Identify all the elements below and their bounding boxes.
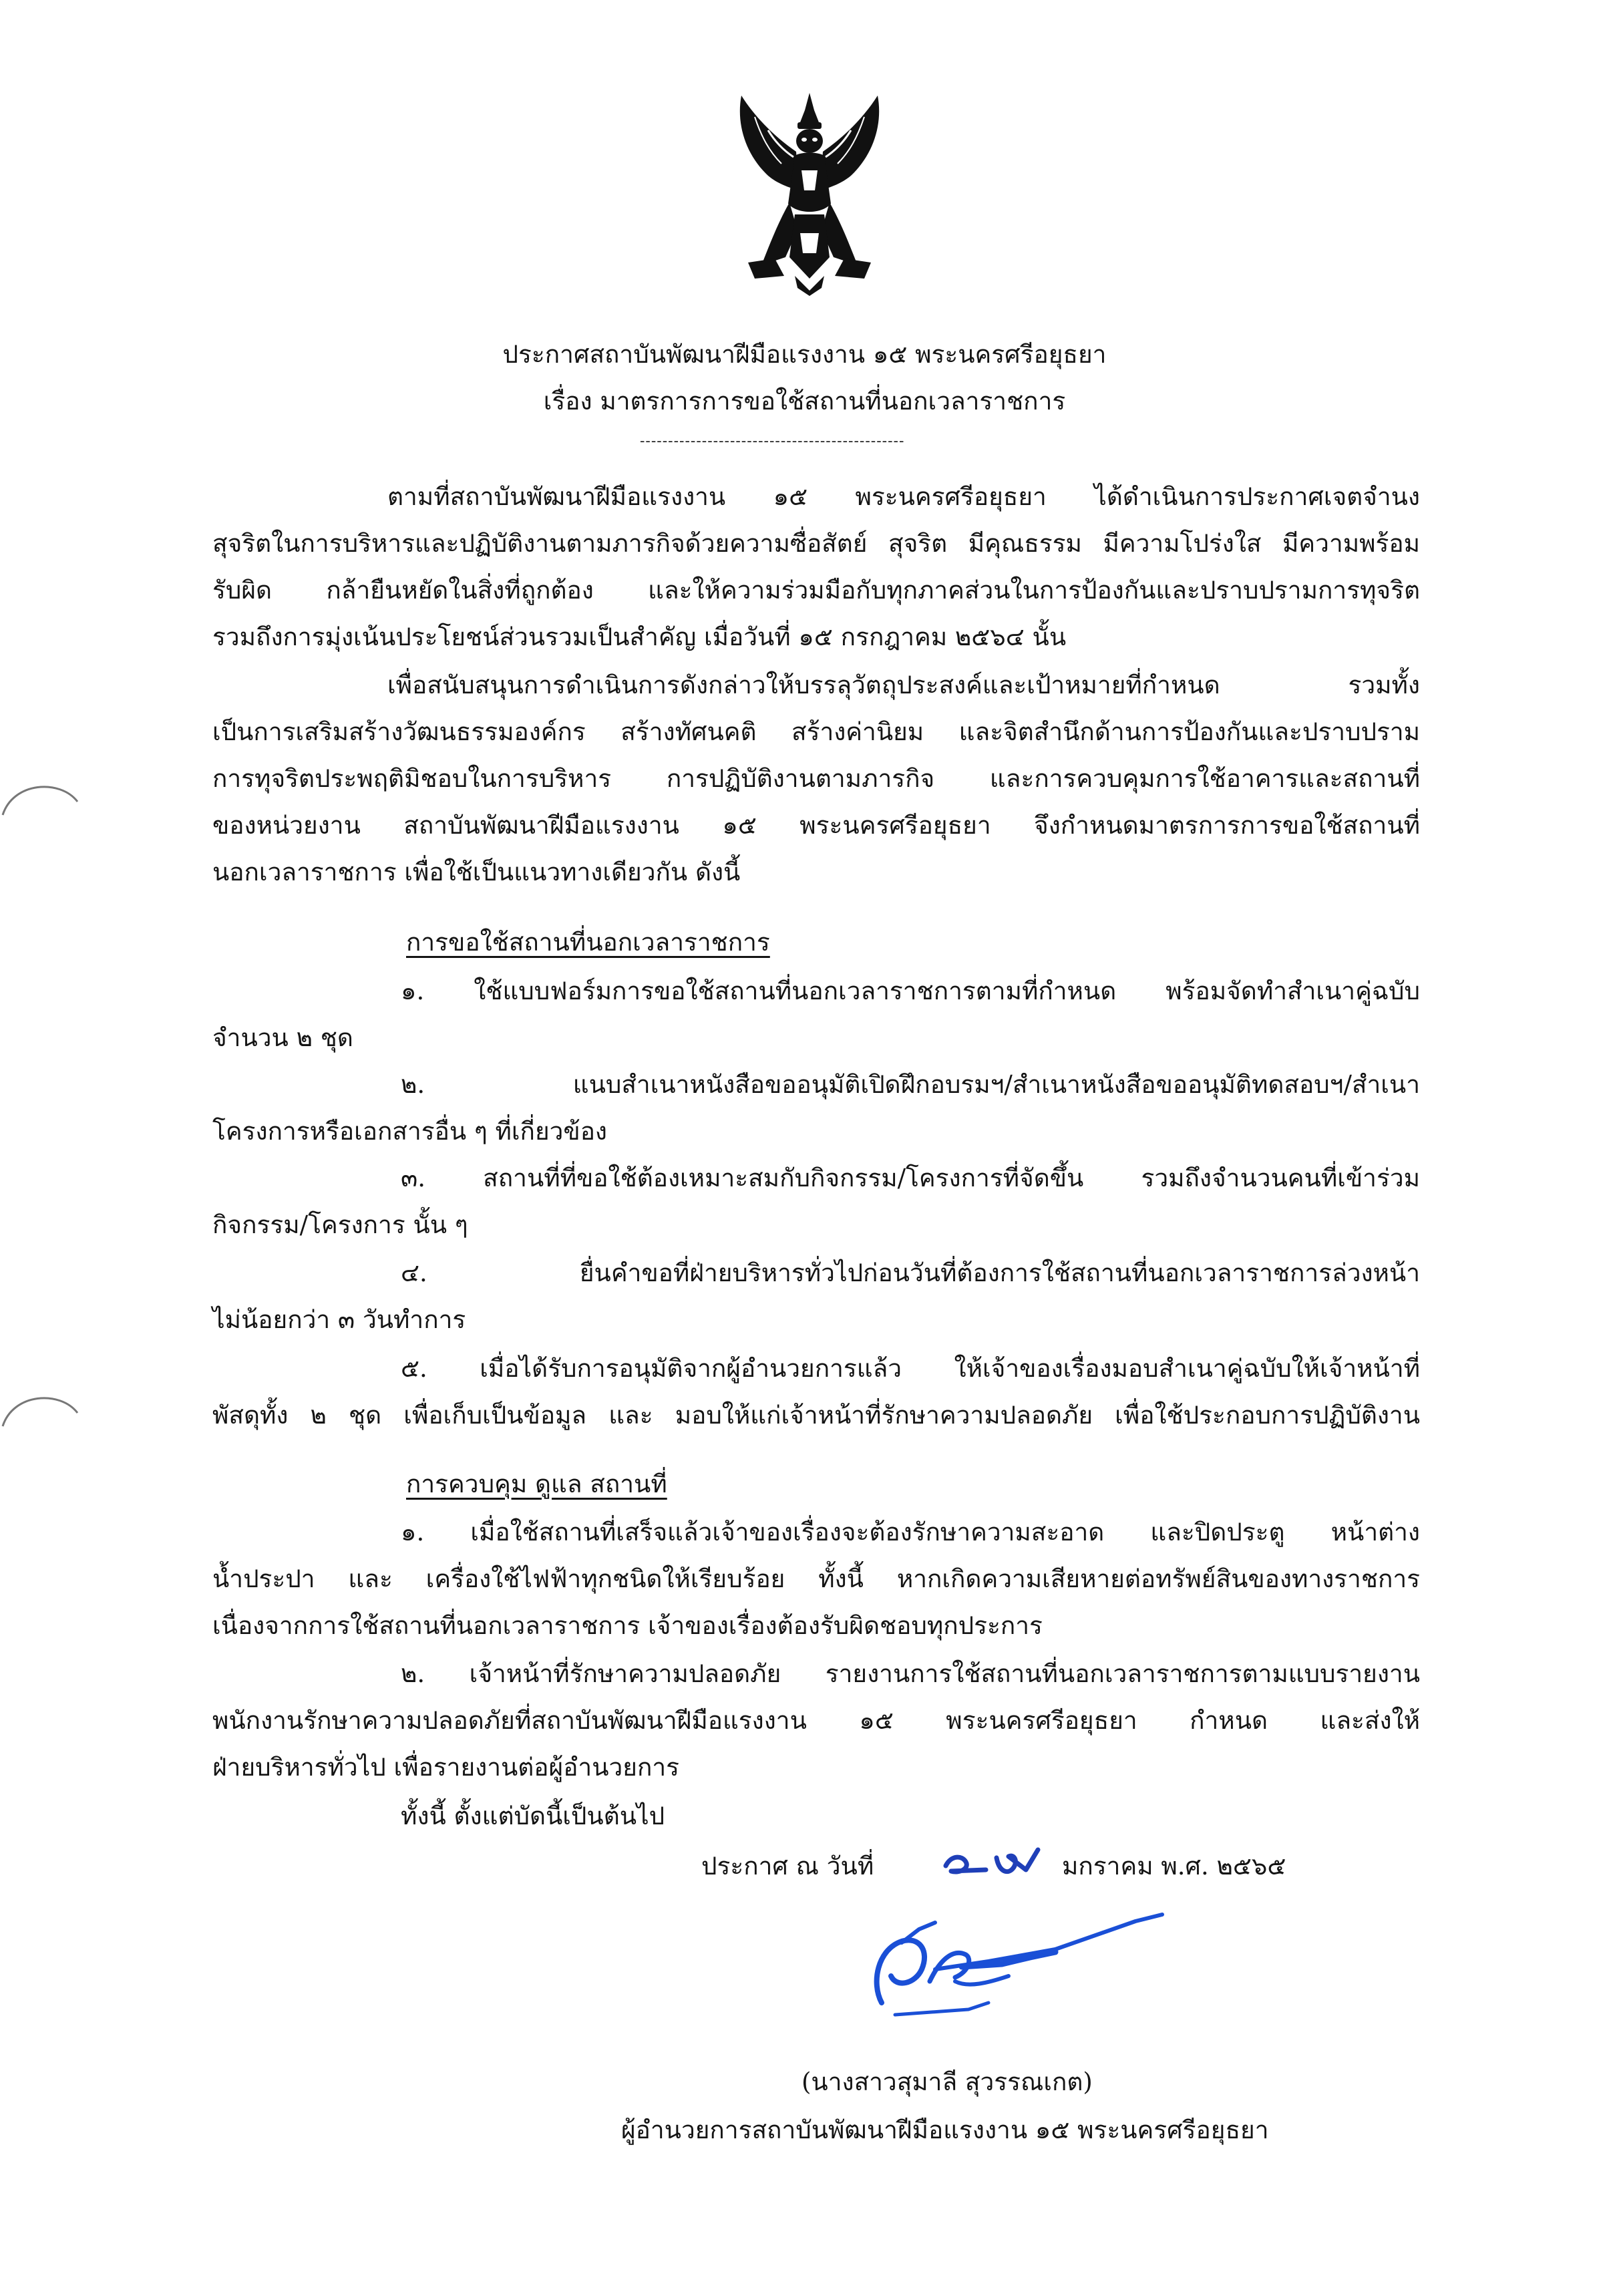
paragraph-line: การทุจริตประพฤติมิชอบในการบริหาร การปฏิบัติงานตามภารกิจ และการควบคุมการใช้อาคารและสถานที่	[212, 764, 1420, 793]
list-item: ฝ่ายบริหารทั่วไป เพื่อรายงานต่อผู้อำนวยการ	[212, 1753, 680, 1782]
paragraph-line: เพื่อสนับสนุนการดำเนินการดังกล่าวให้บรรลุวัตถุประสงค์และเป้าหมายที่กำหนด รวมทั้ง	[387, 671, 1420, 699]
signatory-position: ผู้อำนวยการสถาบันพัฒนาฝีมือแรงงาน ๑๕ พระนครศรีอยุธยา	[621, 2116, 1269, 2144]
list-item: ๒. แนบสำเนาหนังสือขออนุมัติเปิดฝึกอบรมฯ/สำเนาหนังสือขออนุมัติทดสอบฯ/สำเนา	[401, 1070, 1420, 1099]
date-month-year: มกราคม พ.ศ. ๒๕๖๕	[1062, 1852, 1286, 1880]
paragraph-line: ของหน่วยงาน สถาบันพัฒนาฝีมือแรงงาน ๑๕ พระนครศรีอยุธยา จึงกำหนดมาตรการการขอใช้สถานที่	[212, 811, 1420, 840]
list-item: พนักงานรักษาความปลอดภัยที่สถาบันพัฒนาฝีมือแรงงาน ๑๕ พระนครศรีอยุธยา กำหนด และส่งให้	[212, 1706, 1420, 1735]
list-item: ๕. เมื่อได้รับการอนุมัติจากผู้อำนวยการแล้ว ให้เจ้าของเรื่องมอบสำเนาคู่ฉบับให้เจ้าหน้าที่	[401, 1354, 1420, 1383]
title-separator: -----------------------------------------------	[640, 433, 905, 446]
paragraph-line: สุจริตในการบริหารและปฏิบัติงานตามภารกิจด้วยความซื่อสัตย์ สุจริต มีคุณธรรม มีความโปร่งใส มีความพร้อม	[212, 529, 1420, 558]
list-item: ๒. เจ้าหน้าที่รักษาความปลอดภัย รายงานการใช้สถานที่นอกเวลาราชการตามแบบรายงาน	[401, 1659, 1420, 1688]
effective-statement: ทั้งนี้ ตั้งแต่บัดนี้เป็นต้นไป	[401, 1802, 665, 1830]
handwritten-day	[939, 1840, 1049, 1880]
list-item: ๑. เมื่อใช้สถานที่เสร็จแล้วเจ้าของเรื่องจะต้องรักษาความสะอาด และปิดประตู หน้าต่าง	[401, 1518, 1420, 1546]
section-heading: การขอใช้สถานที่นอกเวลาราชการ	[406, 928, 770, 957]
list-item: เนื่องจากการใช้สถานที่นอกเวลาราชการ เจ้าของเรื่องต้องรับผิดชอบทุกประการ	[212, 1611, 1043, 1640]
paragraph-line: ตามที่สถาบันพัฒนาฝีมือแรงงาน ๑๕ พระนครศรีอยุธยา ได้ดำเนินการประกาศเจตจำนง	[387, 482, 1420, 511]
list-item: กิจกรรม/โครงการ นั้น ๆ	[212, 1210, 468, 1239]
list-item: ๓. สถานที่ที่ขอใช้ต้องเหมาะสมกับกิจกรรม/โครงการที่จัดขึ้น รวมถึงจำนวนคนที่เข้าร่วม	[401, 1164, 1420, 1192]
signature-icon	[855, 1903, 1169, 2029]
list-item: ไม่น้อยกว่า ๓ วันทำการ	[212, 1305, 466, 1334]
list-item: จำนวน ๒ ชุด	[212, 1023, 353, 1052]
list-item: น้ำประปา และ เครื่องใช้ไฟฟ้าทุกชนิดให้เรียบร้อย ทั้งนี้ หากเกิดความเสียหายต่อทรัพย์สินของทางราชการ	[212, 1565, 1420, 1593]
section-heading: การควบคุม ดูแล สถานที่	[406, 1470, 667, 1498]
list-item: พัสดุทั้ง ๒ ชุด เพื่อเก็บเป็นข้อมูล และ มอบให้แก่เจ้าหน้าที่รักษาความปลอดภัย เพื่อใช้ประกอบการปฏิบัติงาน	[212, 1401, 1420, 1430]
list-item: ๔. ยื่นคำขอที่ฝ่ายบริหารทั่วไปก่อนวันที่ต้องการใช้สถานที่นอกเวลาราชการล่วงหน้า	[401, 1259, 1420, 1287]
paragraph-line: รวมถึงการมุ่งเน้นประโยชน์ส่วนรวมเป็นสำคัญ เมื่อวันที่ ๑๕ กรกฎาคม ๒๕๖๔ นั้น	[212, 623, 1067, 651]
punch-hole-mark	[0, 1386, 80, 1433]
signatory-name: (นางสาวสุมาลี สุวรรณเกต)	[801, 2068, 1093, 2096]
announcement-subject: เรื่อง มาตรการการขอใช้สถานที่นอกเวลาราชการ	[543, 387, 1066, 416]
punch-hole-mark	[0, 775, 80, 822]
paragraph-line: รับผิด กล้ายืนหยัดในสิ่งที่ถูกต้อง และให้ความร่วมมือกับทุกภาคส่วนในการป้องกันและปราบปรามการทุจริต	[212, 576, 1420, 605]
date-prefix: ประกาศ ณ วันที่	[701, 1852, 874, 1880]
garuda-emblem-icon	[728, 90, 892, 297]
paragraph-line: เป็นการเสริมสร้างวัฒนธรรมองค์กร สร้างทัศนคติ สร้างค่านิยม และจิตสำนึกด้านการป้องกันและปราบปราม	[212, 717, 1420, 746]
paragraph-line: นอกเวลาราชการ เพื่อใช้เป็นแนวทางเดียวกัน ดังนี้	[212, 858, 741, 886]
list-item: ๑. ใช้แบบฟอร์มการขอใช้สถานที่นอกเวลาราชการตามที่กำหนด พร้อมจัดทำสำเนาคู่ฉบับ	[401, 977, 1420, 1005]
announcement-title: ประกาศสถาบันพัฒนาฝีมือแรงงาน ๑๕ พระนครศรีอยุธยา	[502, 340, 1107, 369]
list-item: โครงการหรือเอกสารอื่น ๆ ที่เกี่ยวข้อง	[212, 1117, 607, 1146]
